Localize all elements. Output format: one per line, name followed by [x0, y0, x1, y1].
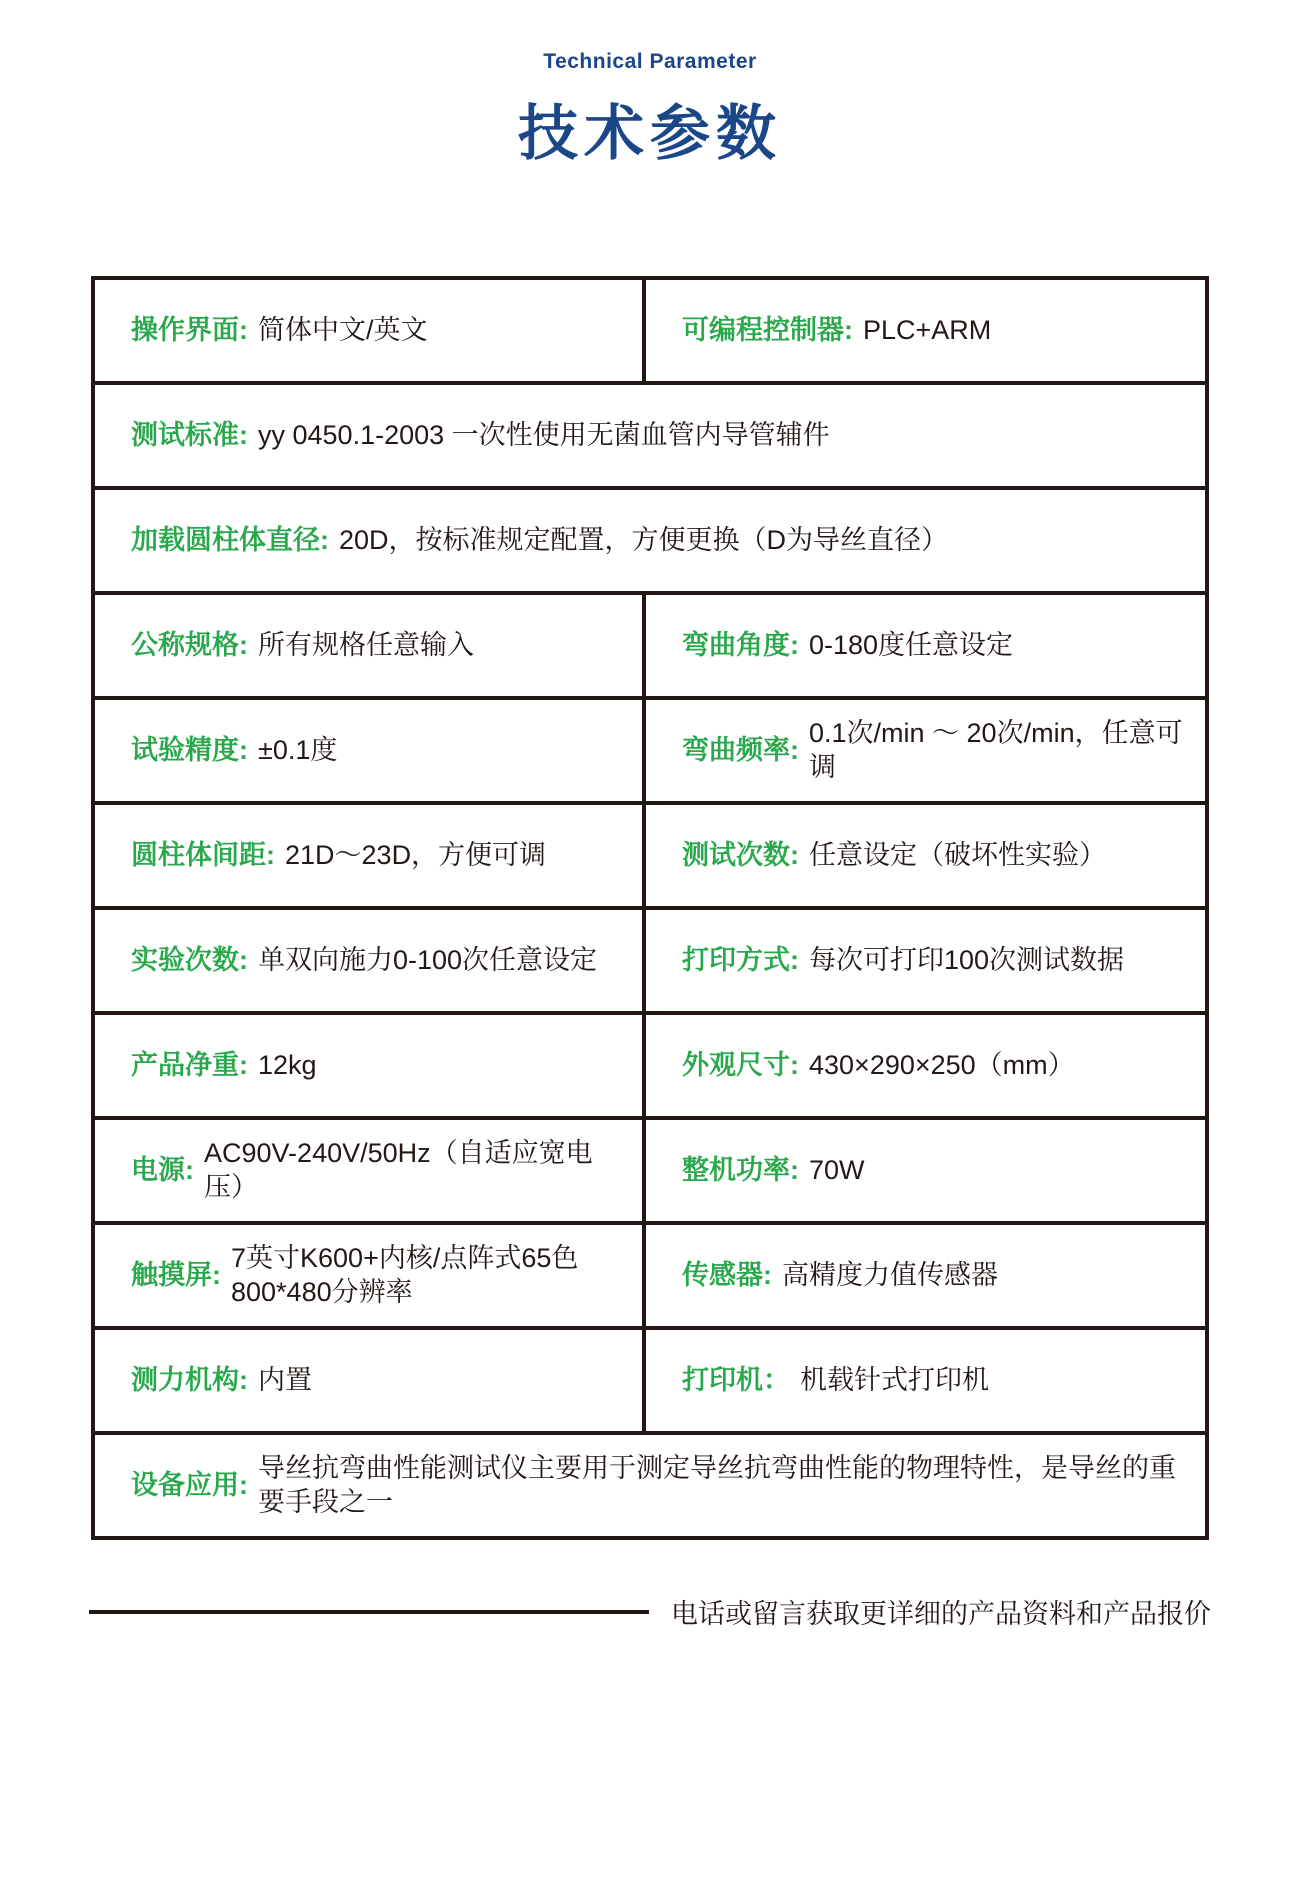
- table-cell: [646, 280, 1205, 381]
- page-header: [0, 0, 1300, 172]
- table-cell: [95, 910, 646, 1011]
- param-label: 触摸屏:: [131, 1259, 221, 1290]
- param-value: 每次可打印100次测试数据: [809, 944, 1125, 975]
- param-label: 试验精度:: [131, 734, 248, 765]
- table-cell: [646, 910, 1205, 1011]
- param-value: PLC+ARM: [863, 314, 992, 345]
- param-label: 打印方式:: [682, 944, 799, 975]
- table-row: [95, 385, 1205, 490]
- table-cell: [95, 1435, 1205, 1536]
- param-label: 实验次数:: [131, 944, 248, 975]
- param-value: AC90V-240V/50Hz（自适应宽电压）: [204, 1137, 593, 1202]
- footer-divider-line: [89, 1610, 649, 1614]
- param-label: 测试次数:: [682, 839, 799, 870]
- table-row: [95, 910, 1205, 1015]
- param-value: 简体中文/英文: [258, 314, 428, 345]
- table-cell: [646, 1225, 1205, 1326]
- table-cell: [646, 700, 1205, 801]
- param-value: 70W: [809, 1154, 865, 1185]
- table-row: [95, 1120, 1205, 1225]
- param-value: 21D～23D，方便可调: [285, 839, 547, 870]
- table-row: [95, 1015, 1205, 1120]
- param-label: 测试标准:: [131, 419, 248, 450]
- param-value: 12kg: [258, 1049, 317, 1080]
- table-cell: [646, 1330, 1205, 1431]
- table-cell: [95, 1225, 646, 1326]
- param-label: 整机功率:: [682, 1154, 799, 1185]
- param-label: 设备应用:: [131, 1469, 248, 1500]
- table-row: [95, 1330, 1205, 1435]
- table-cell: [646, 595, 1205, 696]
- table-cell: [95, 280, 646, 381]
- param-value: 7英寸K600+内核/点阵式65色800*480分辨率: [231, 1242, 579, 1307]
- param-label: 打印机：: [682, 1364, 790, 1395]
- param-value: yy 0450.1-2003 一次性使用无菌血管内导管辅件: [258, 419, 830, 450]
- table-cell: [95, 595, 646, 696]
- page-title: 技术参数: [518, 100, 782, 167]
- table-cell: [95, 700, 646, 801]
- param-value: ±0.1度: [258, 734, 338, 765]
- param-label: 圆柱体间距:: [131, 839, 275, 870]
- param-value: 20D，按标准规定配置，方便更换（D为导丝直径）: [339, 524, 949, 555]
- param-label: 产品净重:: [131, 1049, 248, 1080]
- table-row: [95, 595, 1205, 700]
- param-label: 加载圆柱体直径:: [131, 524, 329, 555]
- table-cell: [646, 1015, 1205, 1116]
- param-value: 机载针式打印机: [800, 1364, 989, 1395]
- param-label: 可编程控制器:: [682, 314, 853, 345]
- param-value: 所有规格任意输入: [258, 629, 474, 660]
- param-label: 测力机构:: [131, 1364, 248, 1395]
- table-cell: [95, 805, 646, 906]
- table-cell: [646, 805, 1205, 906]
- param-value: 内置: [258, 1364, 312, 1395]
- table-cell: [95, 1330, 646, 1431]
- table-row: [95, 805, 1205, 910]
- param-label: 弯曲频率:: [682, 734, 799, 765]
- table-row: [95, 1435, 1205, 1536]
- page-footer: [89, 1592, 1211, 1631]
- param-value: 0.1次/min ～ 20次/min，任意可调: [809, 717, 1183, 782]
- subtitle-english: Technical Parameter: [543, 50, 757, 73]
- param-value: 430×290×250（mm）: [809, 1049, 1075, 1080]
- param-value: 高精度力值传感器: [782, 1259, 998, 1290]
- table-row: [95, 490, 1205, 595]
- param-value: 单双向施力0-100次任意设定: [258, 944, 598, 975]
- param-label: 公称规格:: [131, 629, 248, 660]
- param-label: 外观尺寸:: [682, 1049, 799, 1080]
- param-value: 导丝抗弯曲性能测试仪主要用于测定导丝抗弯曲性能的物理特性，是导丝的重要手段之一: [258, 1452, 1176, 1517]
- table-cell: [95, 1120, 646, 1221]
- param-value: 0-180度任意设定: [809, 629, 1014, 660]
- spec-table: [91, 276, 1209, 1540]
- table-cell: [95, 1015, 646, 1116]
- footer-note: 电话或留言获取更详细的产品资料和产品报价: [671, 1599, 1211, 1629]
- table-cell: [95, 385, 1205, 486]
- param-label: 操作界面:: [131, 314, 248, 345]
- param-label: 弯曲角度:: [682, 629, 799, 660]
- table-row: [95, 280, 1205, 385]
- table-cell: [646, 1120, 1205, 1221]
- table-cell: [95, 490, 1205, 591]
- table-row: [95, 1225, 1205, 1330]
- param-label: 电源:: [131, 1154, 194, 1185]
- param-value: 任意设定（破坏性实验）: [809, 839, 1106, 870]
- param-label: 传感器:: [682, 1259, 772, 1290]
- table-row: [95, 700, 1205, 805]
